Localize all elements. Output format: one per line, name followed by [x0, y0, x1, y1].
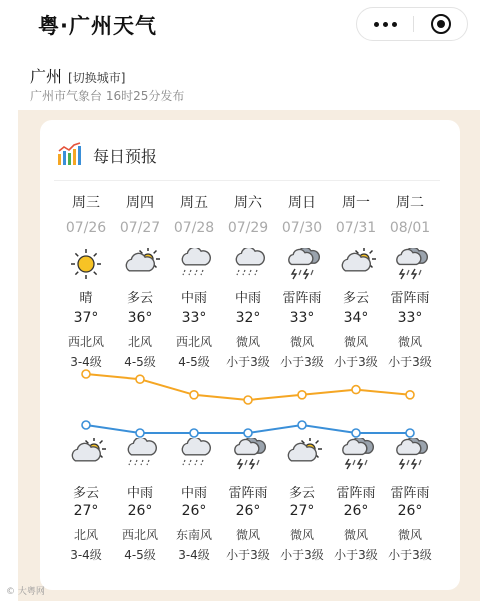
low-temp: 27°	[73, 503, 99, 519]
forecast-day-column	[382, 120, 438, 590]
day-condition: 多云	[342, 291, 369, 306]
date-label: 07/28	[173, 220, 215, 236]
night-wind-level: 3-4级	[178, 548, 210, 562]
high-temp: 36°	[127, 310, 153, 326]
publish-info: 广州市气象台 16时25分发布	[30, 89, 185, 103]
night-wind-direction: 微风	[289, 528, 314, 542]
night-wind-direction: 北风	[73, 528, 98, 542]
rain-icon	[174, 248, 214, 280]
high-temp: 32°	[235, 310, 261, 326]
day-of-week: 周六	[234, 195, 262, 211]
low-temp: 26°	[181, 503, 207, 519]
low-temp: 26°	[127, 503, 153, 519]
partly-cloudy-icon	[282, 438, 322, 470]
more-dots-icon	[392, 22, 397, 27]
day-wind-direction: 西北风	[67, 335, 104, 349]
more-menu-button[interactable]	[357, 8, 413, 40]
day-wind-level: 小于3级	[280, 355, 324, 369]
night-condition: 中雨	[126, 486, 153, 501]
date-label: 07/30	[281, 220, 323, 236]
day-wind-direction: 北风	[127, 335, 152, 349]
high-temp: 34°	[343, 310, 369, 326]
more-dots-icon	[374, 22, 379, 27]
day-wind-direction: 微风	[235, 335, 260, 349]
night-wind-level: 小于3级	[280, 548, 324, 562]
forecast-day-column	[112, 120, 168, 590]
night-condition: 雷阵雨	[336, 486, 376, 501]
more-dots-icon	[383, 22, 388, 27]
switch-city-link[interactable]: [切换城市]	[68, 71, 126, 85]
close-mini-program-button[interactable]	[423, 12, 459, 36]
high-temp: 37°	[73, 310, 99, 326]
day-wind-level: 小于3级	[226, 355, 270, 369]
night-wind-level: 小于3级	[226, 548, 270, 562]
night-wind-level: 4-5级	[124, 548, 156, 562]
night-wind-direction: 微风	[235, 528, 260, 542]
day-wind-level: 小于3级	[334, 355, 378, 369]
night-wind-direction: 微风	[343, 528, 368, 542]
night-wind-level: 3-4级	[70, 548, 102, 562]
day-wind-level: 4-5级	[178, 355, 210, 369]
thunder-shower-icon	[390, 438, 430, 470]
day-wind-level: 小于3级	[388, 355, 432, 369]
night-wind-level: 小于3级	[388, 548, 432, 562]
mini-program-capsule	[356, 7, 468, 41]
date-label: 07/26	[65, 220, 107, 236]
high-temp: 33°	[289, 310, 315, 326]
target-close-icon	[430, 13, 452, 35]
low-temp: 27°	[289, 503, 315, 519]
high-temp: 33°	[181, 310, 207, 326]
night-wind-direction: 微风	[397, 528, 422, 542]
capsule-divider	[413, 16, 414, 32]
partly-cloudy-icon	[120, 248, 160, 280]
day-condition: 多云	[126, 291, 153, 306]
thunder-shower-icon	[282, 248, 322, 280]
low-temp: 26°	[397, 503, 423, 519]
rain-icon	[174, 438, 214, 470]
night-condition: 多云	[288, 486, 315, 501]
day-of-week: 周一	[342, 195, 370, 211]
day-wind-direction: 微风	[343, 335, 368, 349]
low-temp: 26°	[343, 503, 369, 519]
night-condition: 多云	[72, 486, 99, 501]
day-condition: 晴	[79, 291, 93, 306]
night-condition: 雷阵雨	[390, 486, 430, 501]
thunder-shower-icon	[390, 248, 430, 280]
thunder-shower-icon	[336, 438, 376, 470]
forecast-day-column	[166, 120, 222, 590]
partly-cloudy-icon	[66, 438, 106, 470]
day-wind-level: 3-4级	[70, 355, 102, 369]
partly-cloudy-icon	[336, 248, 376, 280]
top-bar	[0, 0, 492, 52]
date-label: 07/29	[227, 220, 269, 236]
night-condition: 中雨	[180, 486, 207, 501]
forecast-day-column	[58, 120, 114, 590]
day-wind-level: 4-5级	[124, 355, 156, 369]
sunny-icon	[66, 248, 106, 280]
rain-icon	[120, 438, 160, 470]
night-condition: 雷阵雨	[228, 486, 268, 501]
day-condition: 中雨	[234, 291, 261, 306]
day-of-week: 周五	[180, 195, 208, 211]
app-title: 粤·广州天气	[38, 14, 157, 38]
card-title: 每日预报	[93, 147, 158, 166]
watermark: © 大粤网	[6, 587, 45, 597]
night-wind-direction: 西北风	[121, 528, 158, 542]
high-temp: 33°	[397, 310, 423, 326]
forecast-day-column	[274, 120, 330, 590]
low-temp: 26°	[235, 503, 261, 519]
day-of-week: 周二	[396, 195, 424, 211]
forecast-day-column	[328, 120, 384, 590]
day-condition: 雷阵雨	[282, 291, 322, 306]
day-wind-direction: 西北风	[175, 335, 212, 349]
day-of-week: 周四	[126, 195, 154, 211]
date-label: 07/27	[119, 220, 161, 236]
night-wind-level: 小于3级	[334, 548, 378, 562]
day-of-week: 周日	[288, 195, 316, 211]
day-condition: 雷阵雨	[390, 291, 430, 306]
day-wind-direction: 微风	[289, 335, 314, 349]
date-label: 07/31	[335, 220, 377, 236]
city-name: 广州	[30, 67, 63, 86]
day-of-week: 周三	[72, 195, 100, 211]
thunder-shower-icon	[228, 438, 268, 470]
night-wind-direction: 东南风	[175, 528, 212, 542]
rain-icon	[228, 248, 268, 280]
date-label: 08/01	[389, 220, 431, 236]
day-condition: 中雨	[180, 291, 207, 306]
day-wind-direction: 微风	[397, 335, 422, 349]
forecast-day-column	[220, 120, 276, 590]
city-row	[30, 64, 125, 87]
daily-forecast-card	[40, 120, 460, 590]
